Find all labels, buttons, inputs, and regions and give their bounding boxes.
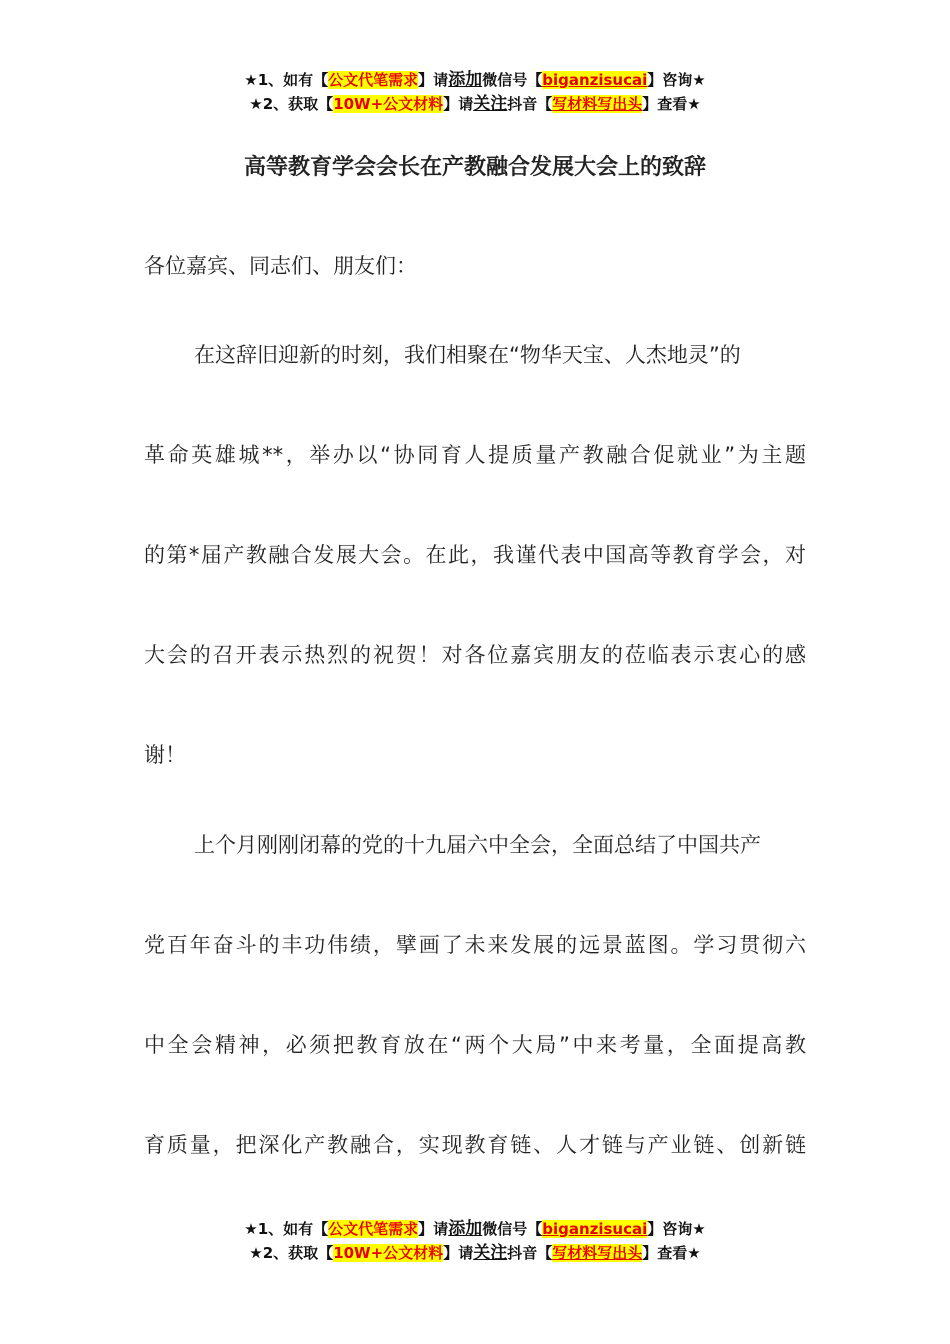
top-banner xyxy=(0,68,950,116)
document-title: 高等教育学会会长在产教融合发展大会上的致辞 xyxy=(243,155,706,180)
emphasis-follow: 关注 xyxy=(473,94,508,114)
highlight-service: 公文代笔需求 xyxy=(328,71,419,89)
banner-line-1: ★1、如有【公文代笔需求】请添加微信号【biganzisucai】咨询★ xyxy=(244,70,706,90)
douyin-account-link[interactable]: 写材料写出头 xyxy=(552,1244,643,1262)
paragraph-line: 育质量，把深化产教融合，实现教育链、人才链与产业链、创新链 xyxy=(144,1133,806,1157)
highlight-service: 公文代笔需求 xyxy=(328,1220,419,1238)
paragraph-line: 的第*届产教融合发展大会。在此，我谨代表中国高等教育学会，对 xyxy=(144,543,806,567)
paragraph-line: 谢！ xyxy=(144,743,186,767)
bottom-banner xyxy=(0,1217,950,1265)
wechat-id-link[interactable]: biganzisucai xyxy=(542,71,648,89)
paragraph-line: 党百年奋斗的丰功伟绩，擘画了未来发展的远景蓝图。学习贯彻六 xyxy=(144,933,806,957)
emphasis-follow: 关注 xyxy=(473,1243,508,1263)
paragraph-line: 上个月刚刚闭幕的党的十九届六中全会，全面总结了中国共产 xyxy=(194,833,761,857)
banner-line-1: ★1、如有【公文代笔需求】请添加微信号【biganzisucai】咨询★ xyxy=(244,1219,706,1239)
emphasis-add: 添加 xyxy=(448,1219,483,1239)
banner-line-2: ★2、获取【10W+公文材料】请关注抖音【写材料写出头】查看★ xyxy=(249,94,701,114)
highlight-materials: 10W+公文材料 xyxy=(333,95,444,113)
salutation: 各位嘉宾、同志们、朋友们： xyxy=(144,254,417,278)
highlight-materials: 10W+公文材料 xyxy=(333,1244,444,1262)
paragraph-line: 大会的召开表示热烈的祝贺！对各位嘉宾朋友的莅临表示衷心的感 xyxy=(144,643,806,667)
paragraph-line: 革命英雄城**，举办以“协同育人提质量产教融合促就业”为主题 xyxy=(144,443,806,467)
paragraph-line: 在这辞旧迎新的时刻，我们相聚在“物华天宝、人杰地灵”的 xyxy=(194,343,741,367)
wechat-id-link[interactable]: biganzisucai xyxy=(542,1220,648,1238)
douyin-account-link[interactable]: 写材料写出头 xyxy=(552,95,643,113)
banner-line-2: ★2、获取【10W+公文材料】请关注抖音【写材料写出头】查看★ xyxy=(249,1243,701,1263)
emphasis-add: 添加 xyxy=(448,70,483,90)
paragraph-line: 中全会精神，必须把教育放在“两个大局”中来考量，全面提高教 xyxy=(144,1033,806,1057)
